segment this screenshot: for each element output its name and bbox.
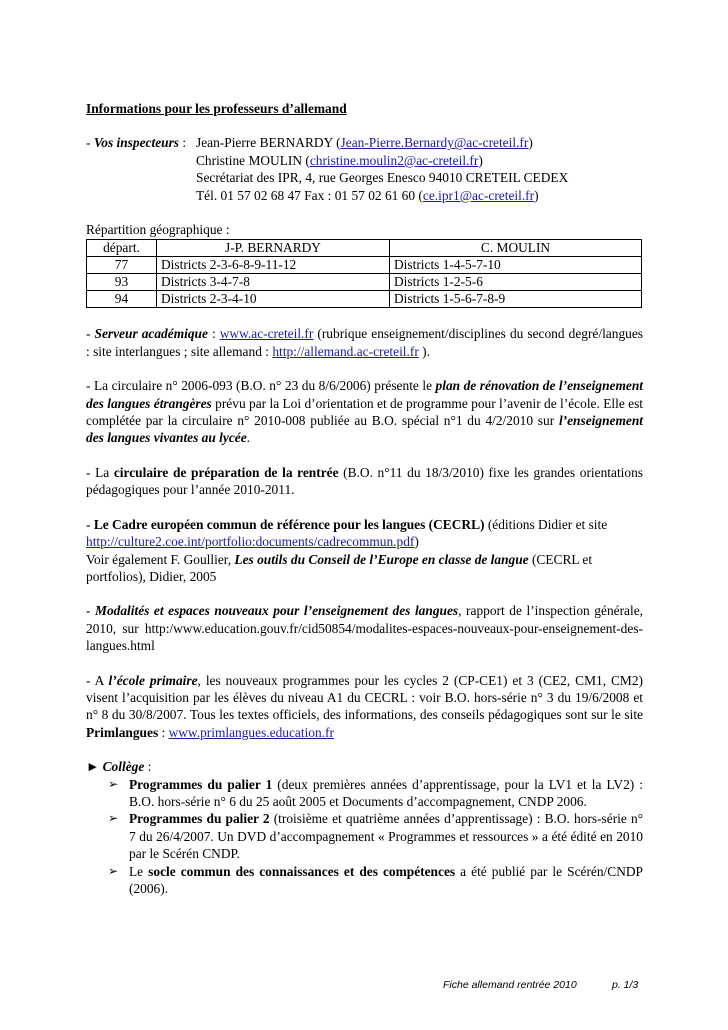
list-item [86,863,643,898]
item-bold: Programmes du palier 1 [129,776,273,792]
table-header-row [87,240,642,257]
modalites-dash: - [86,603,96,619]
cecrl-text-1: (éditions Didier et site [484,516,608,532]
serveur-dash: - [86,326,95,342]
modalites-paragraph [86,602,643,654]
item-text: (deux premières années d’apprentissage, pour la LV1 et la LV2) : B.O. hors-série n° 6 du 25 août 2005 et Documents d’accompagnement, CNDP 2006. [129,776,643,809]
inspecteur-2-email-link[interactable]: christine.moulin2@ac-creteil.fr [309,152,479,168]
serveur-text-2: ). [418,343,430,359]
ac-creteil-link[interactable]: www.ac-creteil.fr [219,326,314,342]
inspecteur-2-name: Christine MOULIN ( [196,152,310,168]
cecrl-pdf-link[interactable]: http://culture2.coe.int/portfolio:documents/cadrecommun.pdf [86,534,415,550]
college-list [86,776,643,898]
table-cell-departement: 93 [87,274,157,291]
contact-phone-line [196,187,643,204]
column-header-moulin: C. MOULIN [390,240,642,257]
primlangues-link[interactable]: www.primlangues.education.fr [168,724,334,740]
primaire-text-3: : [158,724,169,740]
table-cell-moulin: Districts 1-2-5-6 [390,274,642,291]
primlangues-bold: Primlangues [86,724,159,740]
cecrl-book-title: Les outils du Conseil de l’Europe en classe de langue [234,551,529,567]
table-cell-departement: 77 [87,257,157,274]
table-cell-bernardy: Districts 3-4-7-8 [157,274,390,291]
primaire-text-2: , les nouveaux programmes pour les cycles 2 (CP-CE1) et 3 (CE2, CM1, CM2) visent l’acquisition par les élèves du niveau A1 du CECRL : voir B.O. hors-série n° 3 du 19/6/2008 et n° 8 du 30/8/2007. Tous les textes officiels, des informations, des conseils pédagogiques sont sur le site [86,672,643,723]
modalites-text: , rapport de l’inspection générale, 2010, sur http:/www.education.gouv.fr/cid50854/modalites-espaces-nouveaux-pour-enseignement-des-langues.html [86,603,643,654]
secretariat-email-link[interactable]: ce.ipr1@ac-creteil.fr [422,187,535,203]
circ2-text-2: (B.O. n°11 du 18/3/2010) fixe les grandes orientations pédagogiques pour l’année 2010-2011. [86,464,643,498]
inspecteurs-label-cell [86,134,196,151]
primaire-text-1: - A [86,672,109,688]
column-header-bernardy: J-P. BERNARDY [157,240,390,257]
cecrl-dash: - [86,516,94,532]
footer-title: Fiche allemand rentrée 2010 [443,979,577,991]
circulaire-renovation-paragraph [86,377,643,447]
college-heading [86,758,643,775]
arrow-bullet-icon: ➢ [108,811,119,826]
circ1-text-3: . [246,430,251,446]
primaire-emphasis: l’école primaire [108,672,198,688]
cecrl-text-4: (CECRL et portfolios), Didier, 2005 [86,551,593,584]
cecrl-bold: Le Cadre européen commun de référence pour les langues (CECRL) [93,516,485,532]
table-cell-bernardy: Districts 2-3-6-8-9-11-12 [157,257,390,274]
item-bold: Programmes du palier 2 [129,811,270,827]
table-row [87,274,642,291]
serveur-text-1: (rubrique enseignement/disciplines du second degré/langues : site interlangues ; site allemand : [86,326,643,359]
inspecteurs-block [86,134,643,204]
circ1-emphasis-2: l’enseignement des langues vivantes au lycée [86,413,643,446]
serveur-paragraph [86,325,643,360]
circ1-text-2: prévu par la Loi d’orientation et de programme pour l’avenir de l’école. Elle est complétée par la circulaire n° 2010-008 publiée au B.O. spécial n°1 du 4/2/2010 sur [86,395,644,429]
item-prefix: Le [129,863,149,879]
circulaire-rentree-paragraph [86,464,643,499]
inspecteurs-sep: : [179,135,187,151]
arrow-bullet-icon: ➢ [108,863,119,878]
inspecteur-1-email-link[interactable]: Jean-Pierre.Bernardy@ac-creteil.fr [340,135,529,151]
list-item [86,776,643,811]
footer-page-number: p. 1/3 [612,979,639,991]
college-sep: : [144,759,152,775]
item-bold: socle commun des connaissances et des compétences [148,863,456,879]
inspecteur-line-2 [196,152,643,169]
inspecteurs-label: Vos inspecteurs [93,135,180,151]
secretariat-address: Secrétariat des IPR, 4, rue Georges Enesco 94010 CRETEIL CEDEX [196,170,569,186]
table-cell-departement: 94 [87,291,157,308]
circ1-text-1: - La circulaire n° 2006-093 (B.O. n° 23 du 8/6/2006) présente le [86,378,436,394]
table-cell-moulin: Districts 1-4-5-7-10 [390,257,642,274]
circ2-bold: circulaire de préparation de la rentrée [113,464,339,480]
modalites-title: Modalités et espaces nouveaux pour l’enseignement des langues [95,603,459,619]
inspecteur-line-1 [196,134,643,151]
table-row [87,291,642,308]
serveur-sep: : [207,326,220,342]
circ2-text-1: - La [86,464,114,480]
cecrl-text-3: Voir également F. Goullier, [86,551,235,567]
repartition-table [86,239,642,308]
inspecteur-2-end: ) [478,152,483,168]
inspecteurs-dash: - [86,135,94,151]
list-item [86,810,643,862]
cecrl-paragraph [86,516,643,586]
item-text: (troisième et quatrième années d’apprentissage) : B.O. hors-série n° 7 du 26/4/2007. Un DVD d’accompagnement « Programmes et ressources » a été édité en 2010 par le Scérén CNDP. [129,811,643,862]
table-cell-moulin: Districts 1-5-6-7-8-9 [390,291,642,308]
document-page [86,100,643,897]
college-marker-icon: ► [86,759,100,775]
repartition-heading: Répartition géographique : [86,222,230,238]
table-row [87,257,642,274]
college-label: Collège [102,759,145,775]
college-section [86,758,643,897]
circ1-emphasis-1: plan de rénovation de l’enseignement des langues étrangères [86,378,643,411]
cecrl-text-2: ) [414,534,419,550]
table-cell-bernardy: Districts 2-3-4-10 [157,291,390,308]
primaire-paragraph [86,672,643,742]
page-title: Informations pour les professeurs d’allemand [86,101,347,116]
arrow-bullet-icon: ➢ [108,776,119,791]
column-header-departement: départ. [87,240,157,257]
item-text: a été publié par le Scérén/CNDP (2006). [129,863,643,896]
contact-phone: Tél. 01 57 02 68 47 Fax : 01 57 02 61 60 ( [196,187,423,203]
inspecteur-1-name: Jean-Pierre BERNARDY ( [196,135,341,151]
allemand-site-link[interactable]: http://allemand.ac-creteil.fr [272,343,419,359]
serveur-label: Serveur académique [94,326,208,342]
contact-end: ) [534,187,539,203]
inspecteur-1-end: ) [528,135,533,151]
